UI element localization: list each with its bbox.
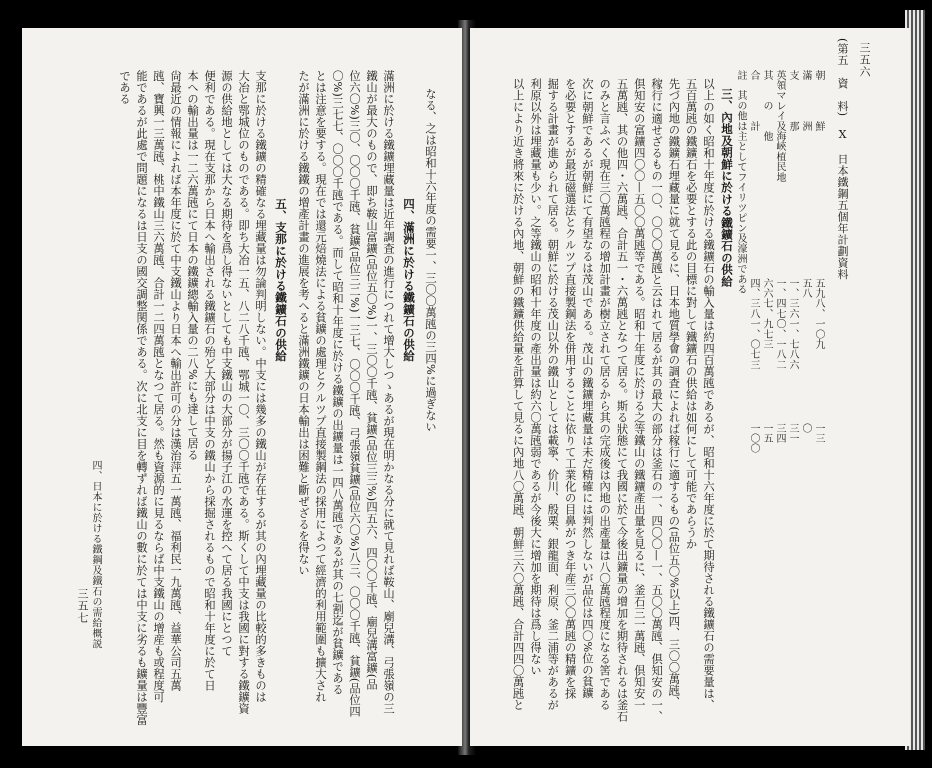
body-line: 五萬瓲、其の他四・六萬瓲、合計五一・六萬瓲となつて居る。斯る狀態にて我國に於て今後出鑛量の增加を期待されるは釜石 <box>615 78 629 722</box>
body-line: 鐵山が最大のもので、即ち鞍山富鑛(品位五〇%)一、三〇〇千瓲、貧鑛(品位三三%)四五六、四〇〇千瓲、廟兒溝富鑛(品 <box>365 70 378 690</box>
page-number-right: 三五六 <box>858 42 871 78</box>
body-line: なる、之は昭和十六年度の需要一、三〇〇萬瓲の三四%に過ぎない <box>424 88 437 433</box>
body-line: 倶知安の富鑛四〇〇—五〇〇萬瓲等である。昭和十年度に於ける之等鐵山の鐵鑛產出量を見るに、釜石三一萬瓲、倶知安一 <box>632 78 646 711</box>
section-heading-3: 三、內地及朝鮮に於ける鐵鑛石の供給 <box>720 88 734 287</box>
section-heading-4: 四、滿洲に於ける鐵鑛石の供給 <box>402 198 416 362</box>
body-line: 次に朝鮮であるが朝鮮にて有望なるは茂山である。茂山の鐵鑛埋藏量は未だ精確には判然しないが品位は四〇%位の貧鑛 <box>580 78 594 699</box>
table-percent: 三一 <box>787 423 798 444</box>
body-line: 以上により近き將來に於ける內地、朝鮮の鐵鑛供給量を計算して見るに內地八〇萬瓲、朝鮮三六〇萬瓲、合計四四〇萬瓲と <box>511 78 525 711</box>
table-percent: 一三 <box>813 423 824 444</box>
table-label: 朝 鮮 <box>813 70 824 132</box>
body-line: を必要とするが最近磁選法とクルツプ直接製鋼法を併用することに依りて工業化の目鼻がつき年産三〇〇萬瓲の精鑛を採 <box>563 78 577 699</box>
body-line: 源の供給地としては大なる期待を爲し得ないとしても中支鐵山の大部分が揚子江の水運を控へて居る我國にとつて <box>220 70 233 657</box>
body-line: 滿洲に於ける鐵鑛埋藏量は近年調査の進行につれて增大しつゝあるが現在明かなる分に就て見れば鞍山、廟兒溝、弓張嶺の三 <box>382 70 395 714</box>
body-line: たが滿洲に於ける鐵鐵の增產計畫の進展を考へると滿洲鐵鑛の日本輸出は困難と斷ぜざるを得ない <box>297 70 310 576</box>
body-line: とは注意を要する。現在では還元焙燒法による貧鑛の處理とクルツプ直接製鋼法の採用によつて經濟的利用範圍も擴大され <box>314 70 327 703</box>
table-percent: 三四 <box>774 423 785 444</box>
body-line: である <box>118 70 131 105</box>
table-label: 其 の 他 <box>761 70 772 142</box>
body-line: 尙最近の情報によれば本年度に於て中支鐵山より日本へ輸出許可の分は漢治萍五一萬瓲、福利民一九萬瓲、益華公司五萬 <box>169 70 182 691</box>
body-line: 便利である。現在支那から日本へ輸出される鐵鑛石の殆ど大部分は中支の鐵山から採掘されるもので昭和十年度に於て日 <box>203 70 216 691</box>
left-page <box>22 28 462 746</box>
body-line: 位六〇%)三〇、〇〇〇千瓲、貧鑛(品位三二%)一三七、〇〇〇千瓲、弓張嶺貧鑛(品位六〇%)八三、〇〇〇千瓲、貧鑛(品位四 <box>348 70 361 717</box>
body-line: 瓲、寶興一三萬瓲、桃中鐵山三六萬瓲、合計一二四萬瓲となつて居る。然も資源的に見るならば中支鐵山の增産も或程度可 <box>152 70 165 703</box>
table-percent: 一五 <box>761 423 772 444</box>
body-line: 支那に於ける鐵鑛の精確なる埋藏量は勿論判明しない。中支には幾多の鐵山が存在するが其の內埋藏量の比較的多きものは <box>254 70 267 703</box>
table-label: 滿 洲 <box>800 70 811 132</box>
section-heading-5: 五、支那に於ける鐵鑛石の供給 <box>274 198 288 362</box>
body-line: 稼行に適せざるもの一〇、〇〇〇萬瓲と云はれて居るが其の最大の部分は釜石の一、四〇〇—一、五〇〇萬瓲、倶知安の一、 <box>650 78 664 722</box>
footnote-left: 四、日本に於ける鐵鋼及鐵石の需給概説 <box>90 460 101 649</box>
body-line: 以上の如く昭和十年度に於ける鐵鑛石の輸入量は約四百萬瓲であるが、昭和十六年度に於て期待される鐵鑛石の需要量は、 <box>702 78 715 711</box>
table-percent: 〇 <box>800 423 811 434</box>
table-value: 五九八、一〇九 <box>813 278 824 350</box>
body-line: 能であるが此處で問題になるは日支の國交調整関係である。次に北支に目を轉ずれば鐵山の數に於ては中支に劣るも鑛量は豐富 <box>135 70 148 726</box>
table-note: 註 其の他は主としてフイリツピン及濠洲である <box>735 70 746 295</box>
table-label: 合 計 <box>748 70 759 132</box>
body-line: のみと言ふべく現在三〇萬瓲程の增加計畫が樹立されて居るから其の完成後は內地の出產量は八〇萬瓲程度になる筈である <box>598 78 612 711</box>
table-value: 五八 <box>800 278 811 299</box>
body-line: 利原以外は埋藏量も少い。之等鐵山の昭和十年度の產出量は約六〇萬瓲弱であるが今後大に增加を期待は爲し得ない <box>529 78 542 676</box>
body-line: 〇%)三七七、〇〇〇千瓲である。而して昭和十年度に於ける鐵鑛の出鑛量は一四八萬瓲であるが其の七割迄が貧鑛である <box>331 70 344 696</box>
table-value: 六六七、九七三 <box>761 278 772 350</box>
table-value: 一、四七〇、一八二 <box>774 278 785 370</box>
body-line: 先づ內地の鐵鑛石埋藏量に就て見るに、日本地質學會の調査によれば稼行に適するもの(品位五〇%以上)四、三〇〇萬瓲、 <box>667 78 681 708</box>
table-value: 四、三八一、〇七三 <box>748 278 759 370</box>
body-line: 掘する計畫が進められて居る。朝鮮に於ける茂山以外の鐵山としては載寧、价川、殷栗、銀龍面、利原、釜二浦等があるが <box>546 78 560 711</box>
body-line: 大冶と鄂城位のものである。即ち大冶一五、八二八千瓲、鄂城一〇、三〇〇千瓲である。斯くして中支は我國に對する鐵鑛資 <box>237 70 250 714</box>
body-line: 五百萬瓲の鐵鑛石を必要とする此の目標に對して鐵鑛石の供給は如何にして可能であらうか <box>684 78 698 550</box>
table-label: 支 那 <box>787 70 798 132</box>
page-number-left: 三五七 <box>76 588 89 624</box>
running-head: (第五 資 料) Ⅹ 日本鐵鋼五個年計劃資料 <box>836 38 849 280</box>
table-percent: 一〇〇 <box>748 423 759 454</box>
table-value: 一、三六一、七八六 <box>787 278 798 370</box>
body-line: 本への輸出量は一二六萬瓲にて日本の鐵鑛總輸入量の二八%にも達して居る <box>186 70 199 461</box>
right-page <box>470 28 910 746</box>
table-label: 英領マレイ及海峽植民地 <box>774 70 785 183</box>
